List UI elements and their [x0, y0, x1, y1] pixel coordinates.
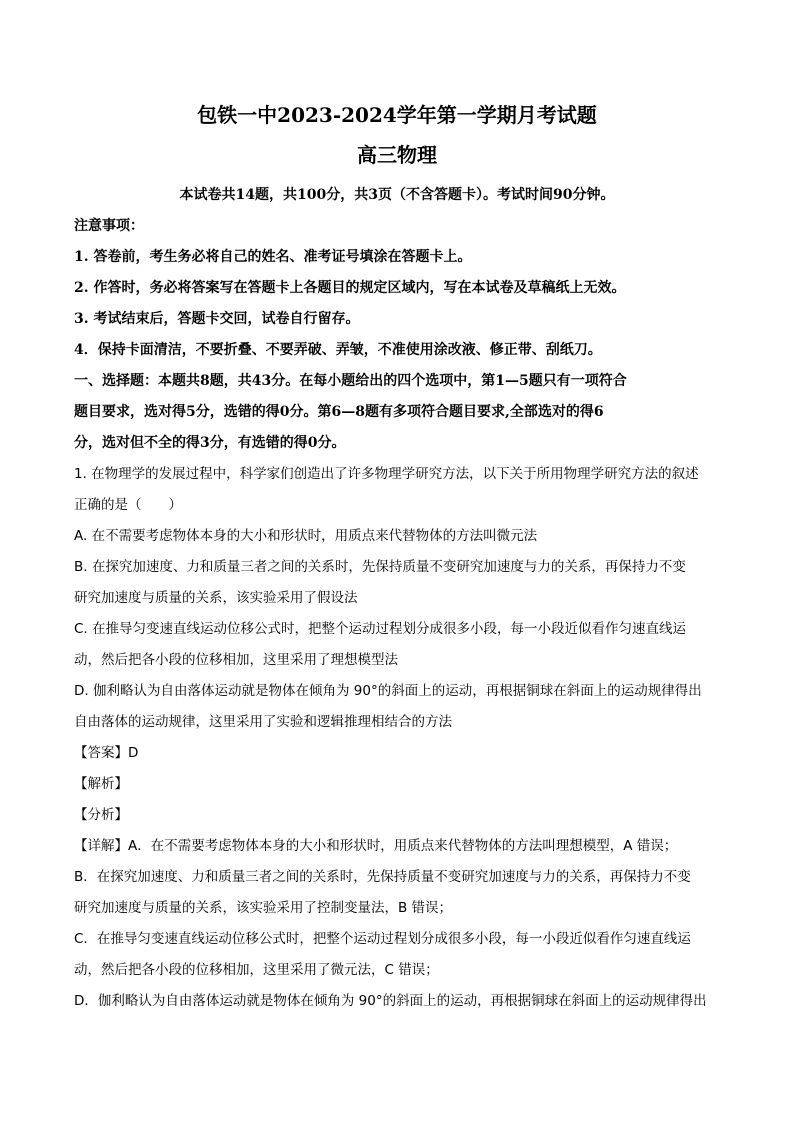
- question-stem: 1. 在物理学的发展过程中，科学家们创造出了许多物理学研究方法，以下关于所用物理学研究方法的叙述: [74, 466, 699, 482]
- answer-value: D: [128, 745, 139, 761]
- exam-title: 包铁一中2023-2024学年第一学期月考试题: [197, 103, 597, 127]
- detail-line: 动，然后把各小段的位移相加，这里采用了微元法，C 错误；: [74, 962, 439, 978]
- section-instructions: 一、选择题：本题共8题，共43分。在每小题给出的四个选项中，第1—5题只有一项符合: [74, 373, 627, 389]
- option-b-continued: 研究加速度与质量的关系，该实验采用了假设法: [74, 590, 358, 606]
- option-a: A. 在不需要考虑物体本身的大小和形状时，用质点来代替物体的方法叫微元法: [74, 528, 538, 544]
- option-b: B. 在探究加速度、力和质量三者之间的关系时，先保持质量不变研究加速度与力的关系，再保持力不变: [74, 559, 686, 575]
- subject-title: 高三物理: [357, 143, 437, 167]
- notice-item: 2. 作答时，务必将答案写在答题卡上各题目的规定区域内，写在本试卷及草稿纸上无效。: [74, 280, 626, 296]
- exam-intro: 本试卷共14题，共100分，共3页（不含答题卡）。考试时间90分钟。: [179, 187, 615, 203]
- option-c-continued: 动，然后把各小段的位移相加，这里采用了理想模型法: [74, 652, 398, 668]
- option-d-continued: 自由落体的运动规律，这里采用了实验和逻辑推理相结合的方法: [74, 714, 452, 730]
- exam-body: [74, 180, 720, 1017]
- detail-line: D．伽利略认为自由落体运动就是物体在倾角为 90°的斜面上的运动，再根据铜球在斜面上的运动规律得出: [74, 993, 707, 1009]
- answer-tag: 【答案】: [74, 745, 128, 761]
- notice-item: 3. 考试结束后，答题卡交回，试卷自行留存。: [74, 311, 360, 327]
- notice-item: 4．保持卡面清洁，不要折叠、不要弄破、弄皱，不准使用涂改液、修正带、刮纸刀。: [74, 342, 602, 358]
- detail-text: A．在不需要考虑物体本身的大小和形状时，用质点来代替物体的方法叫理想模型，A 错误；: [128, 838, 678, 854]
- notice-heading: 注意事项：: [74, 218, 144, 234]
- analysis-tag: 【解析】: [74, 776, 128, 792]
- detail-line: 研究加速度与质量的关系，该实验采用了控制变量法，B 错误；: [74, 900, 453, 916]
- detail-tag: 【详解】: [74, 838, 128, 854]
- section-instructions: 分，选对但不全的得3分，有选错的得0分。: [74, 435, 346, 451]
- option-c: C. 在推导匀变速直线运动位移公式时，把整个运动过程划分成很多小段，每一小段近似看作匀速直线运: [74, 621, 687, 637]
- detail-line: C．在推导匀变速直线运动位移公式时，把整个运动过程划分成很多小段，每一小段近似看作匀速直线运: [74, 931, 691, 947]
- detail-line: B．在探究加速度、力和质量三者之间的关系时，先保持质量不变研究加速度与力的关系，再保持力不变: [74, 869, 691, 885]
- breakdown-tag: 【分析】: [74, 807, 128, 823]
- section-instructions: 题目要求，选对得5分，选错的得0分。第6—8题有多项符合题目要求,全部选对的得6: [74, 404, 604, 420]
- question-stem: 正确的是（ ）: [74, 497, 182, 513]
- option-d: D. 伽利略认为自由落体运动就是物体在倾角为 90°的斜面上的运动，再根据铜球在斜面上的运动规律得出: [74, 683, 702, 699]
- notice-item: 1. 答卷前，考生务必将自己的姓名、准考证号填涂在答题卡上。: [74, 249, 472, 265]
- detail-line: [74, 831, 720, 862]
- answer-line: [74, 738, 720, 769]
